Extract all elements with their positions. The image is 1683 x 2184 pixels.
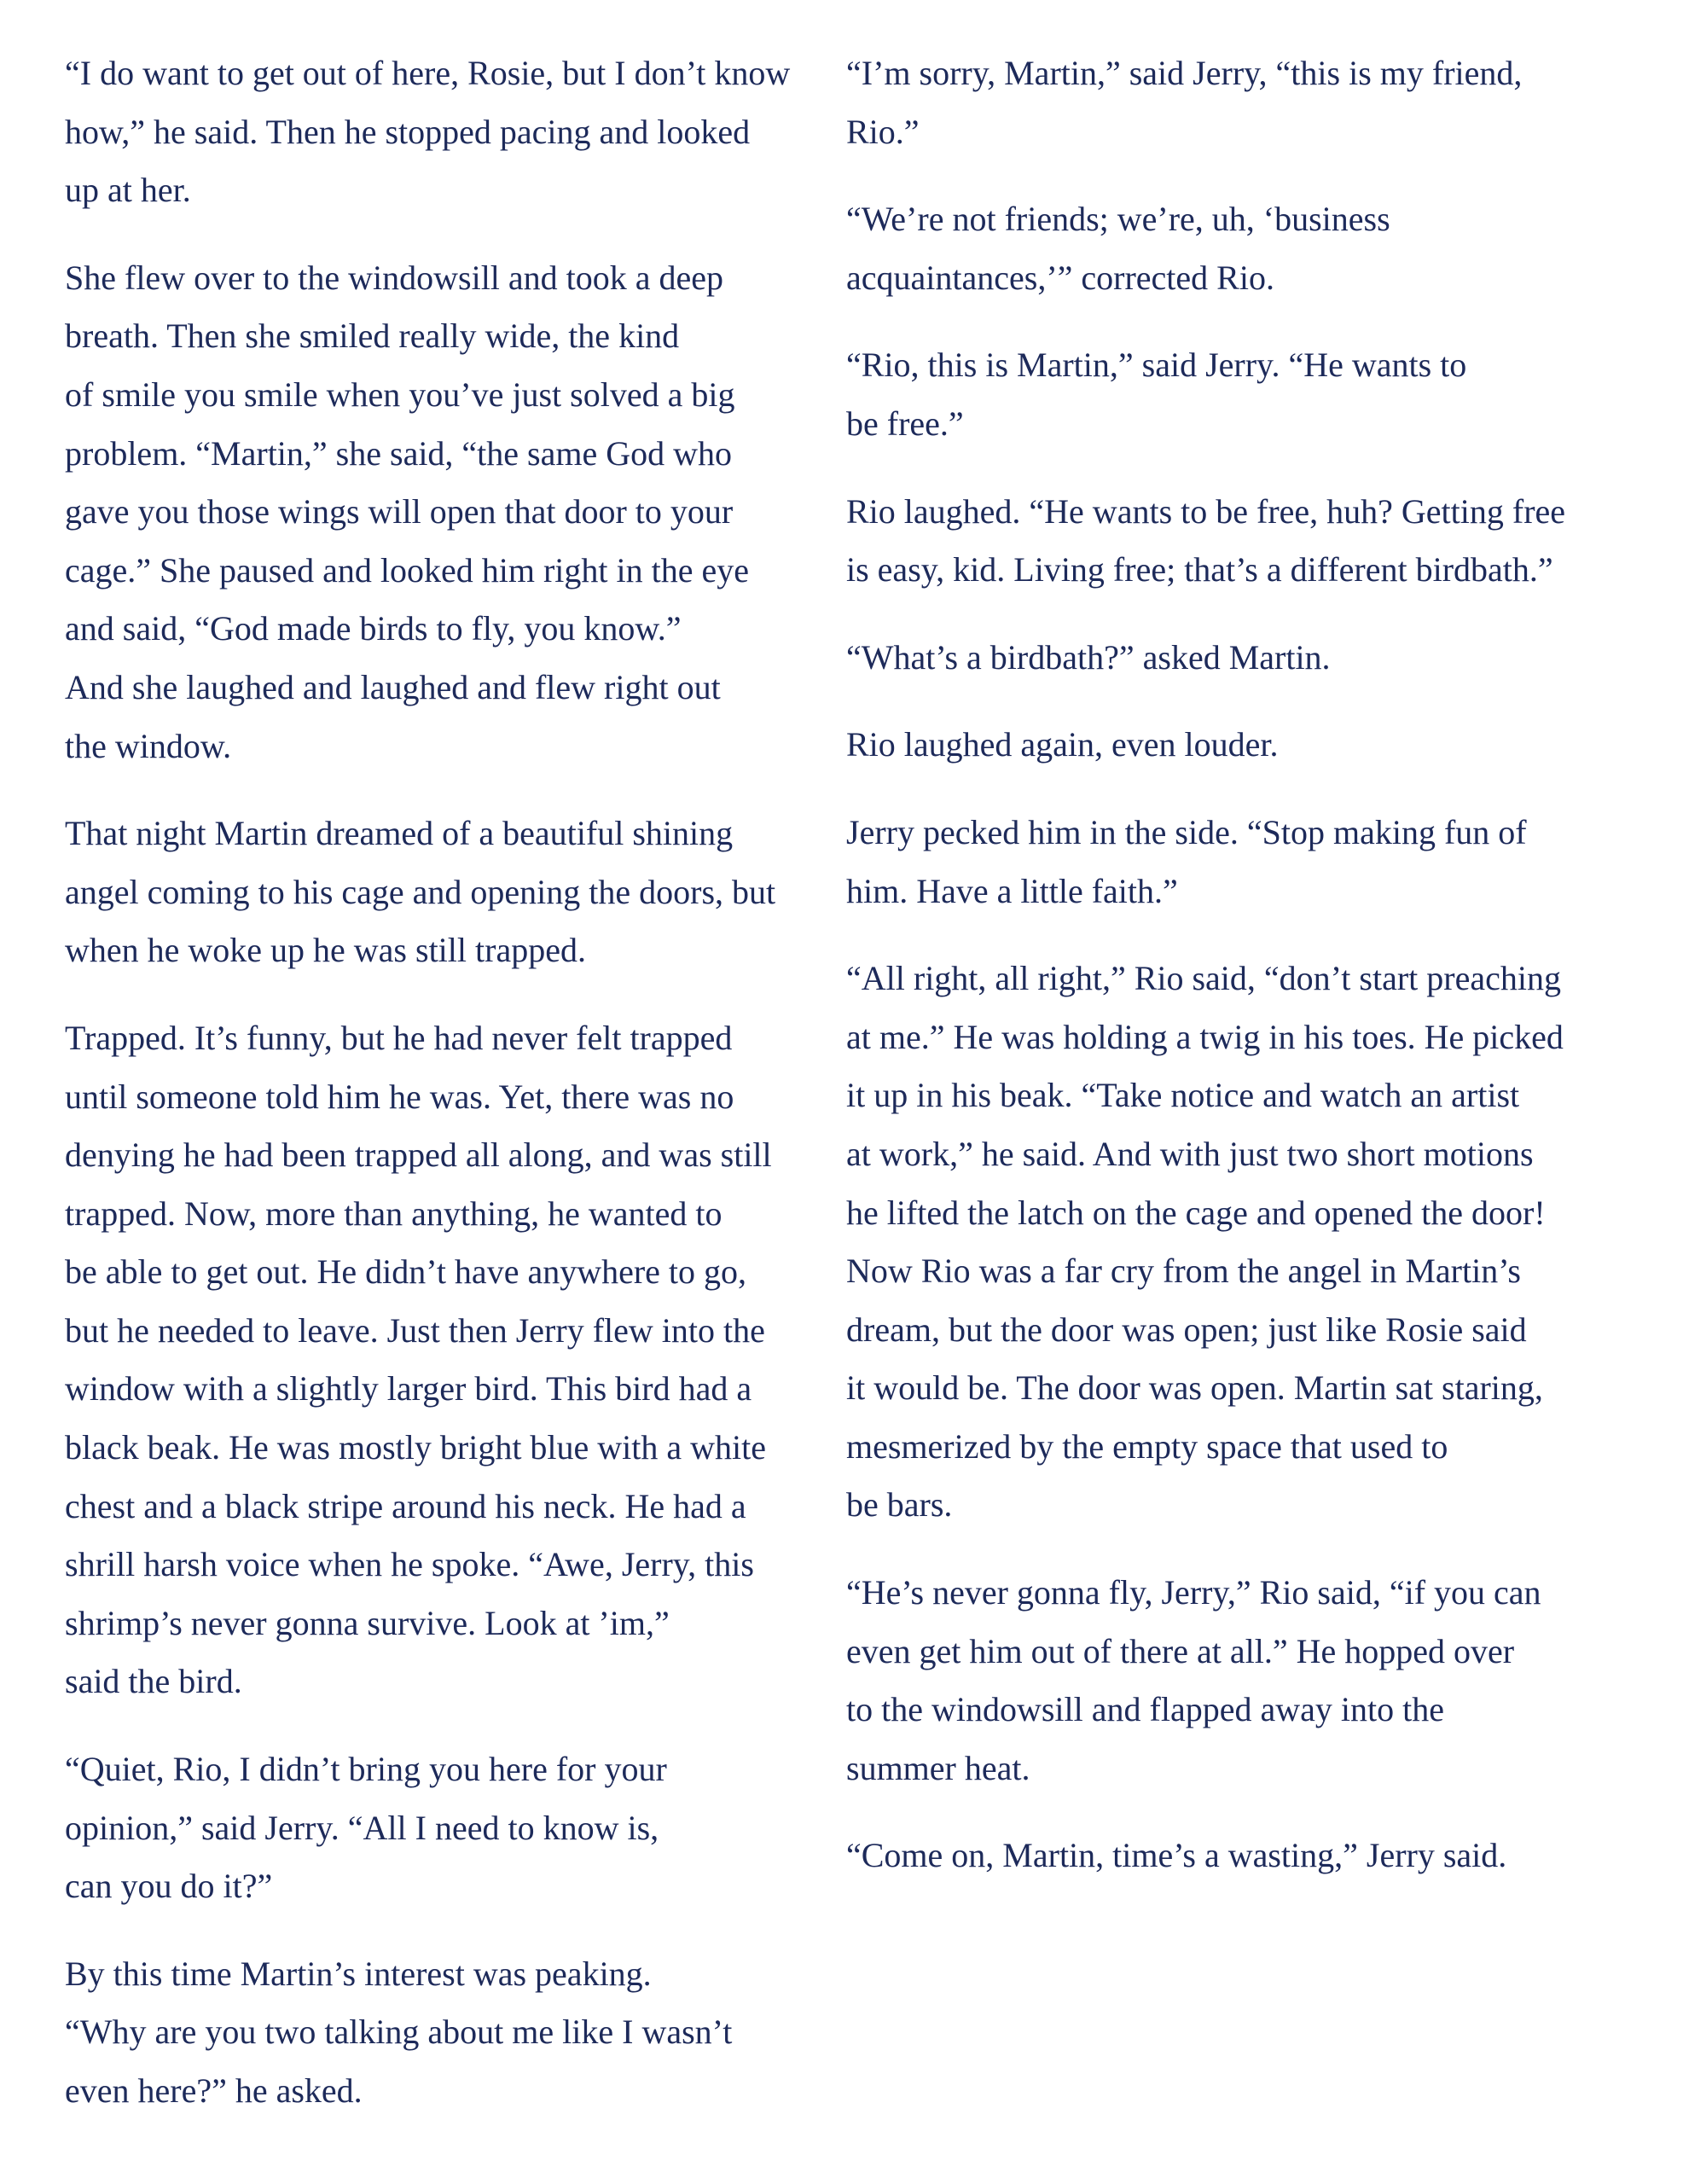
text-line: trapped. Now, more than anything, he wanted to [65,1194,723,1233]
text-line: shrill harsh voice when he spoke. “Awe, Jerry, this [65,1545,754,1584]
paragraph [846,44,1597,161]
text-line: up at her. [65,171,191,210]
text-line: how,” he said. Then he stopped pacing and looked [65,112,751,151]
text-line: but he needed to leave. Just then Jerry flew into the [65,1310,765,1350]
text-line: By this time Martin’s interest was peaking. [65,1954,652,1993]
paragraph [846,190,1597,307]
text-line: the window. [65,726,232,765]
paragraph [65,44,815,220]
paragraph [846,1827,1597,1885]
text-line: even here?” he asked. [65,2071,363,2110]
paragraph [65,1945,815,2121]
text-line: “He’s never gonna fly, Jerry,” Rio said, “if you can [846,1573,1541,1612]
text-line: Rio.” [846,112,920,151]
paragraph [846,483,1597,600]
text-line: mesmerized by the empty space that used to [846,1426,1448,1466]
paragraph [65,249,815,775]
text-line: “Quiet, Rio, I didn’t bring you here for your [65,1750,667,1789]
text-line: shrimp’s never gonna survive. Look at ’im,” [65,1603,670,1642]
text-line: it would be. The door was open. Martin sat staring, [846,1368,1543,1408]
text-line: until someone told him he was. Yet, there was no [65,1077,734,1116]
text-line: “Why are you two talking about me like I wasn’t [65,2013,733,2052]
text-line: cage.” She paused and looked him right in the eye [65,550,749,590]
text-line: “I’m sorry, Martin,” said Jerry, “this is my friend, [846,54,1523,92]
text-line: Trapped. It’s funny, but he had never felt trapped [65,1018,733,1057]
text-line: when he woke up he was still trapped. [65,931,586,970]
text-line: black beak. He was mostly bright blue with a white [65,1428,767,1467]
text-line: said the bird. [65,1662,242,1701]
text-line: Now Rio was a far cry from the angel in Martin’s [846,1252,1521,1291]
text-line: of smile you smile when you’ve just solved a big [65,375,735,414]
text-line: She flew over to the windowsill and took a deep [65,258,724,297]
paragraph [846,950,1597,1535]
text-line: is easy, kid. Living free; that’s a different birdbath.” [846,550,1553,590]
text-line: angel coming to his cage and opening the doors, but [65,872,776,911]
text-line: “Rio, this is Martin,” said Jerry. “He wants to [846,346,1467,385]
text-line: even get him out of there at all.” He hopped over [846,1631,1515,1670]
text-line: be able to get out. He didn’t have anywhere to go, [65,1252,747,1292]
text-line: Rio laughed. “He wants to be free, huh? Getting free [846,491,1566,531]
text-line: acquaintances,’” corrected Rio. [846,258,1274,297]
text-line: at me.” He was holding a twig in his toes. He picked [846,1017,1564,1056]
paragraph [65,1009,815,1711]
text-line: can you do it?” [65,1867,273,1906]
text-line: denying he had been trapped all along, and was still [65,1136,772,1175]
paragraph [846,716,1597,775]
text-line: gave you those wings will open that door to your [65,492,734,531]
text-line: And she laughed and laughed and flew right out [65,667,721,706]
text-line: breath. Then she smiled really wide, the kind [65,317,680,356]
text-line: That night Martin dreamed of a beautiful shining [65,814,734,853]
text-line: chest and a black stripe around his neck. He had a [65,1486,746,1525]
text-line: be bars. [846,1485,953,1525]
text-line: at work,” he said. And with just two short motions [846,1134,1534,1173]
paragraph [65,1740,815,1916]
right-column [846,44,1597,1914]
paragraph [846,629,1597,688]
paragraph [846,1564,1597,1798]
paragraph [846,336,1597,453]
paragraph [65,804,815,980]
text-line: “All right, all right,” Rio said, “don’t start preaching [846,959,1561,998]
text-line: and said, “God made birds to fly, you know.” [65,609,682,648]
text-line: he lifted the latch on the cage and opened the door! [846,1193,1546,1232]
text-line: to the windowsill and flapped away into the [846,1690,1444,1729]
text-line: window with a slightly larger bird. This bird had a [65,1369,752,1409]
text-line: “We’re not friends; we’re, uh, ‘business [846,200,1390,239]
text-line: dream, but the door was open; just like Rosie said [846,1310,1527,1349]
text-line: it up in his beak. “Take notice and watch an artist [846,1076,1520,1115]
text-line: “What’s a birdbath?” asked Martin. [846,637,1331,677]
text-line: him. Have a little faith.” [846,871,1178,910]
text-line: summer heat. [846,1748,1030,1787]
text-line: opinion,” said Jerry. “All I need to know is, [65,1808,659,1847]
text-line: Jerry pecked him in the side. “Stop making fun of [846,812,1527,851]
text-line: “I do want to get out of here, Rosie, but I don’t know [65,54,791,92]
left-column [65,44,815,2150]
text-line: problem. “Martin,” she said, “the same God who [65,433,733,473]
paragraph [846,804,1597,921]
text-line: “Come on, Martin, time’s a wasting,” Jerry said. [846,1836,1507,1875]
text-line: Rio laughed again, even louder. [846,725,1279,764]
text-line: be free.” [846,404,964,443]
